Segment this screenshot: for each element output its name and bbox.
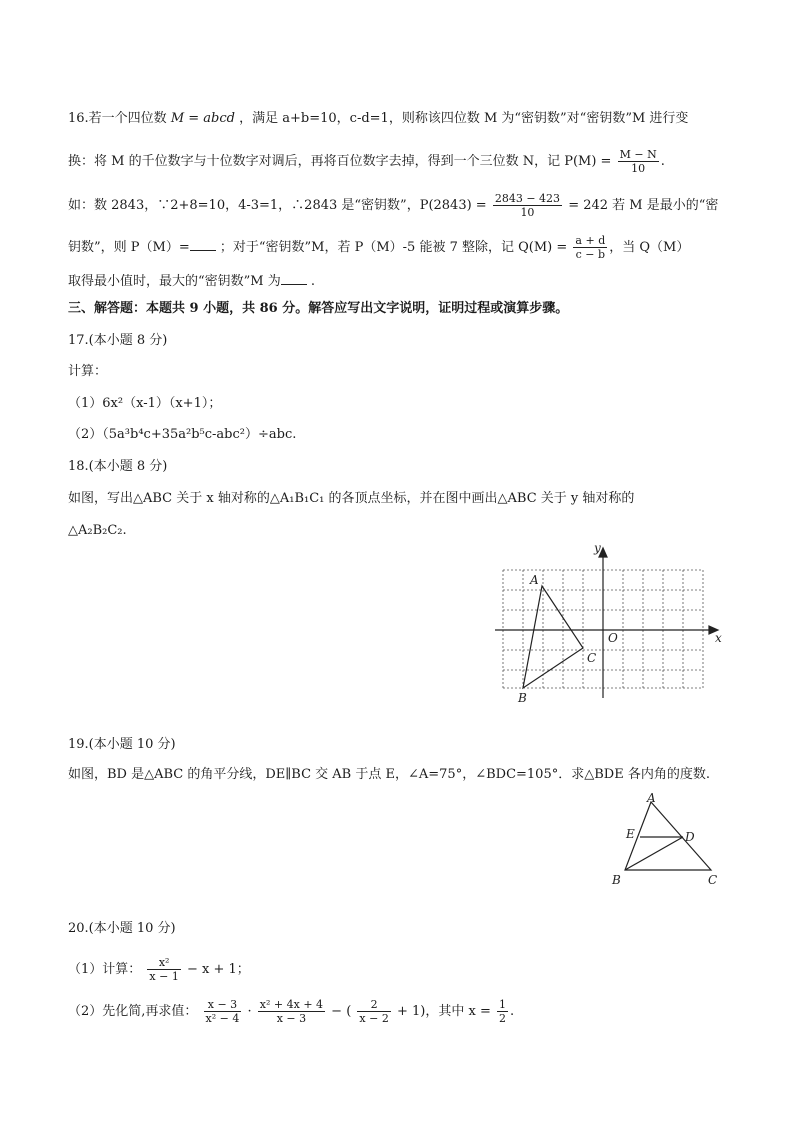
q20-text: − x + 1； [186, 962, 250, 977]
q16-line-3 [68, 192, 718, 219]
fraction [357, 998, 390, 1025]
segment-bd [625, 837, 683, 870]
fraction-numerator: x² + 4x + 4 [259, 998, 324, 1011]
q16-text: . [310, 274, 316, 289]
point-c-label: C [587, 651, 597, 665]
fraction-numerator: a + d [575, 234, 606, 247]
fraction-numerator: 2 [357, 998, 390, 1012]
fraction-numerator: x − 3 [204, 998, 242, 1012]
point-b-label: B [612, 873, 621, 887]
fraction-numerator: 2843 − 423 [494, 192, 561, 205]
q16-text: . [660, 154, 665, 169]
q18-line-1: 如图，写出△ABC 关于 x 轴对称的△A₁B₁C₁ 的各顶点坐标，并在图中画出△ABC 关于 y 轴对称的 [68, 491, 635, 506]
q17-part-1: （1）6x²（x-1）（x+1）； [68, 396, 222, 411]
q16-line-2 [68, 148, 665, 175]
q18-grid-figure [490, 538, 730, 710]
q16-text: 换：将 M 的千位数字与十位数字对调后，再将百位数字去掉，得到一个三位数 N，记 P(M) = [68, 154, 612, 169]
section-3-heading: 三、解答题：本题共 9 小题，共 86 分。解答应写出文字说明，证明过程或演算步骤。 [68, 301, 569, 316]
q16-text: = 242 若 M 是最小的“密 [568, 198, 719, 213]
q17-intro: 计算： [68, 364, 108, 379]
q17-title: 17.(本小题 8 分) [68, 333, 168, 348]
q16-text: 取得最小值时，最大的“密钥数”M 为 [68, 274, 281, 289]
fraction [618, 148, 659, 175]
point-e-label: E [626, 827, 635, 841]
q16-text: ；对于“密钥数”M，若 P（M）-5 能被 7 整除，记 Q(M) = [219, 240, 568, 255]
q18-title: 18.(本小题 8 分) [68, 459, 168, 474]
q16-text: ，满足 a+b=10，c-d=1，则称该四位数 M 为“密钥数”对“密钥数”M 进行变 [239, 111, 689, 126]
axes [495, 548, 718, 698]
fraction-denominator: x² − 4 [205, 1012, 240, 1025]
q20-part-1 [68, 956, 250, 983]
q20-part-2 [68, 998, 514, 1025]
q19-triangle-figure [604, 790, 734, 894]
q20-text: · [247, 1004, 252, 1019]
fraction-denominator: x − 3 [276, 1012, 307, 1025]
fraction [573, 234, 607, 261]
q16-text: ，当 Q（M） [609, 240, 690, 255]
q20-title: 20.(本小题 10 分) [68, 921, 176, 936]
triangle-abc [625, 802, 711, 870]
q18-line-2: △A₂B₂C₂. [68, 523, 127, 538]
q16-text: 16.若一个四位数 [68, 111, 167, 126]
fraction [258, 998, 325, 1025]
fraction [204, 998, 242, 1025]
point-a-label: A [530, 573, 539, 587]
x-axis-label: x [715, 631, 722, 645]
fraction-denominator: x − 1 [149, 970, 179, 983]
q19-title: 19.(本小题 10 分) [68, 737, 176, 752]
fraction-denominator: 10 [631, 162, 646, 175]
q20-text: （2）先化简,再求值： [68, 1004, 198, 1019]
fraction-numerator: M − N [619, 148, 657, 161]
fraction-numerator: x² [147, 956, 180, 970]
origin-label: O [608, 631, 618, 645]
fraction-denominator: 2 [498, 1012, 506, 1025]
answer-blank[interactable] [281, 272, 307, 285]
point-b-label: B [518, 691, 527, 705]
fraction-denominator: c − b [575, 248, 606, 261]
q16-line-5 [68, 272, 315, 291]
point-d-label: D [685, 830, 695, 844]
q16-line-4 [68, 234, 689, 261]
q20-text: − ( [331, 1004, 352, 1019]
fraction-denominator: 10 [520, 206, 535, 219]
triangle-abc [523, 586, 583, 688]
fraction-denominator: x − 2 [359, 1012, 389, 1025]
q19-line-1: 如图，BD 是△ABC 的角平分线，DE∥BC 交 AB 于点 E，∠A=75°，∠BDC=105°．求△BDE 各内角的度数. [68, 767, 710, 782]
q20-text: . [509, 1004, 515, 1019]
fraction [493, 192, 562, 219]
q20-text: + 1)，其中 x = [396, 1004, 491, 1019]
fraction [497, 998, 508, 1025]
q17-part-2: （2）（5a³b⁴c+35a²b⁵c-abc²）÷abc. [68, 427, 297, 442]
fraction-numerator: 1 [498, 998, 506, 1011]
q16-text: 钥数”，则 P（M）= [68, 240, 190, 255]
q16-text: 如：数 2843，∵2+8=10，4-3=1，∴2843 是“密钥数”，P(2843) = [68, 198, 487, 213]
y-axis-label: y [594, 541, 601, 555]
fraction [147, 956, 180, 983]
point-a-label: A [647, 791, 656, 805]
point-c-label: C [708, 873, 718, 887]
q16-line-1 [68, 110, 688, 128]
q16-formula-m: M = abcd [170, 111, 235, 126]
answer-blank[interactable] [190, 238, 216, 251]
q20-text: （1）计算： [68, 962, 142, 977]
